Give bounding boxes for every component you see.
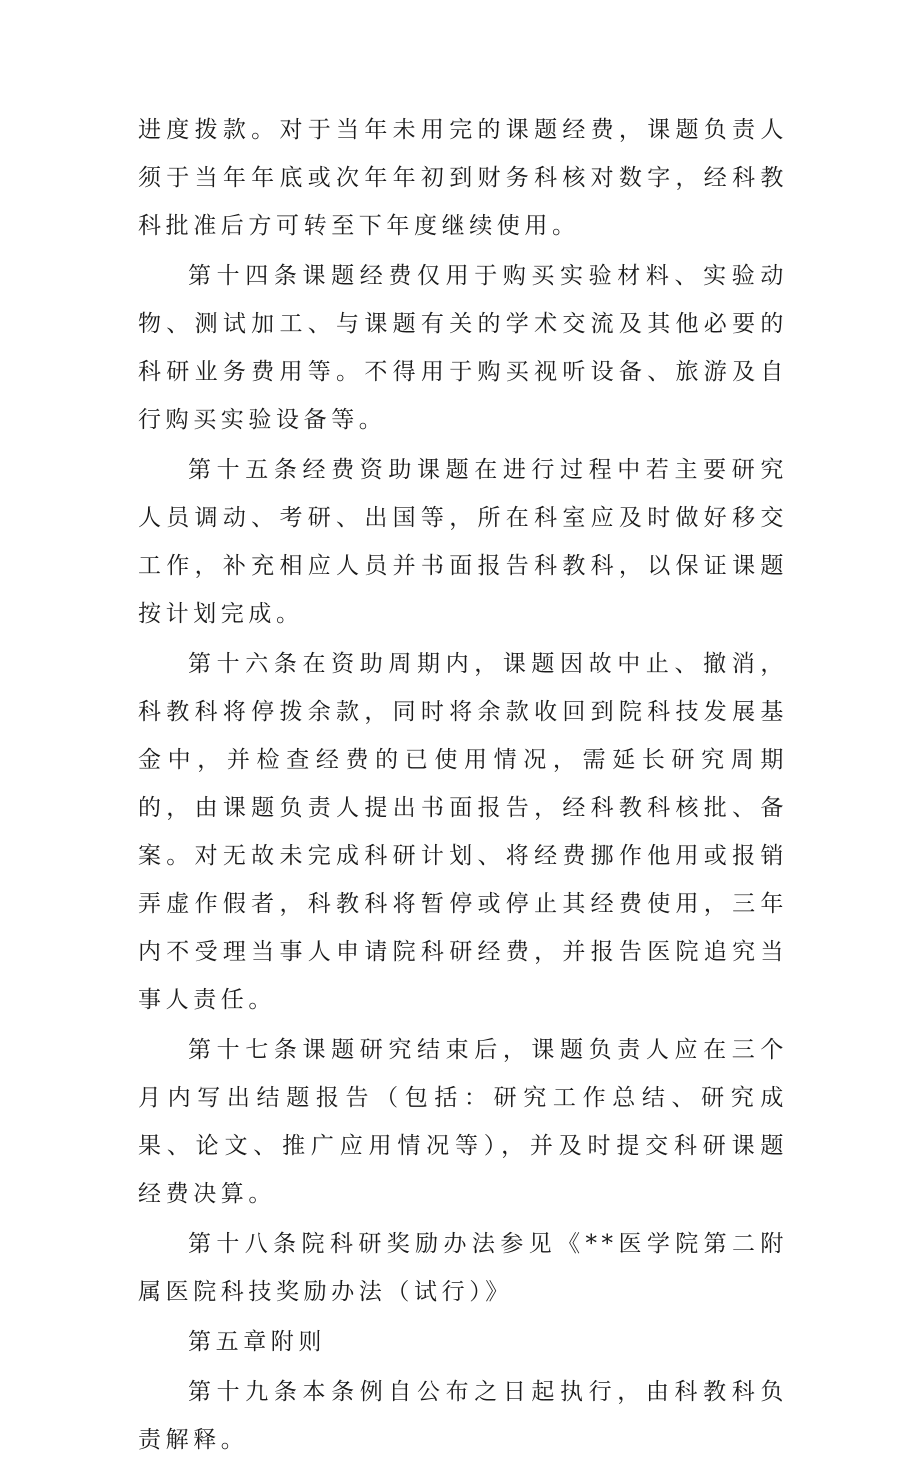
chapter-heading: 第五章附则 <box>188 1329 326 1355</box>
paragraph-article-14: 第十四条课题经费仅用于购买实验材料、实验动物、测试加工、与课题有关的学术交流及其他必要的科研业务费用等。不得用于购买视听设备、旅游及自行购买实验设备等。 <box>138 263 788 433</box>
paragraph-article-15: 第十五条经费资助课题在进行过程中若主要研究人员调动、考研、出国等，所在科室应及时做好移交工作，补充相应人员并书面报告科教科，以保证课题按计划完成。 <box>138 457 788 627</box>
paragraph-continuation: 进度拨款。对于当年未用完的课题经费，课题负责人须于当年年底或次年年初到财务科核对数字，经科教科批准后方可转至下年度继续使用。 <box>138 117 788 239</box>
paragraph-article-16: 第十六条在资助周期内，课题因故中止、撤消，科教科将停拨余款，同时将余款收回到院科技发展基金中，并检查经费的已使用情况，需延长研究周期的，由课题负责人提出书面报告，经科教科核批、备案。对无故未完成科研计划、将经费挪作他用或报销弄虚作假者，科教科将暂停或停止其经费使用，三年内不受理当事人申请院科研经费，并报告医院追究当事人责任。 <box>138 651 788 1013</box>
document-body <box>138 106 788 1466</box>
paragraph-article-18: 第十八条院科研奖励办法参见《**医学院第二附属医院科技奖励办法（试行）》 <box>138 1231 788 1305</box>
paragraph-article-19: 第十九条本条例自公布之日起执行，由科教科负责解释。 <box>138 1379 788 1453</box>
paragraph-article-17: 第十七条课题研究结束后，课题负责人应在三个月内写出结题报告（包括：研究工作总结、研究成果、论文、推广应用情况等），并及时提交科研课题经费决算。 <box>138 1037 788 1207</box>
